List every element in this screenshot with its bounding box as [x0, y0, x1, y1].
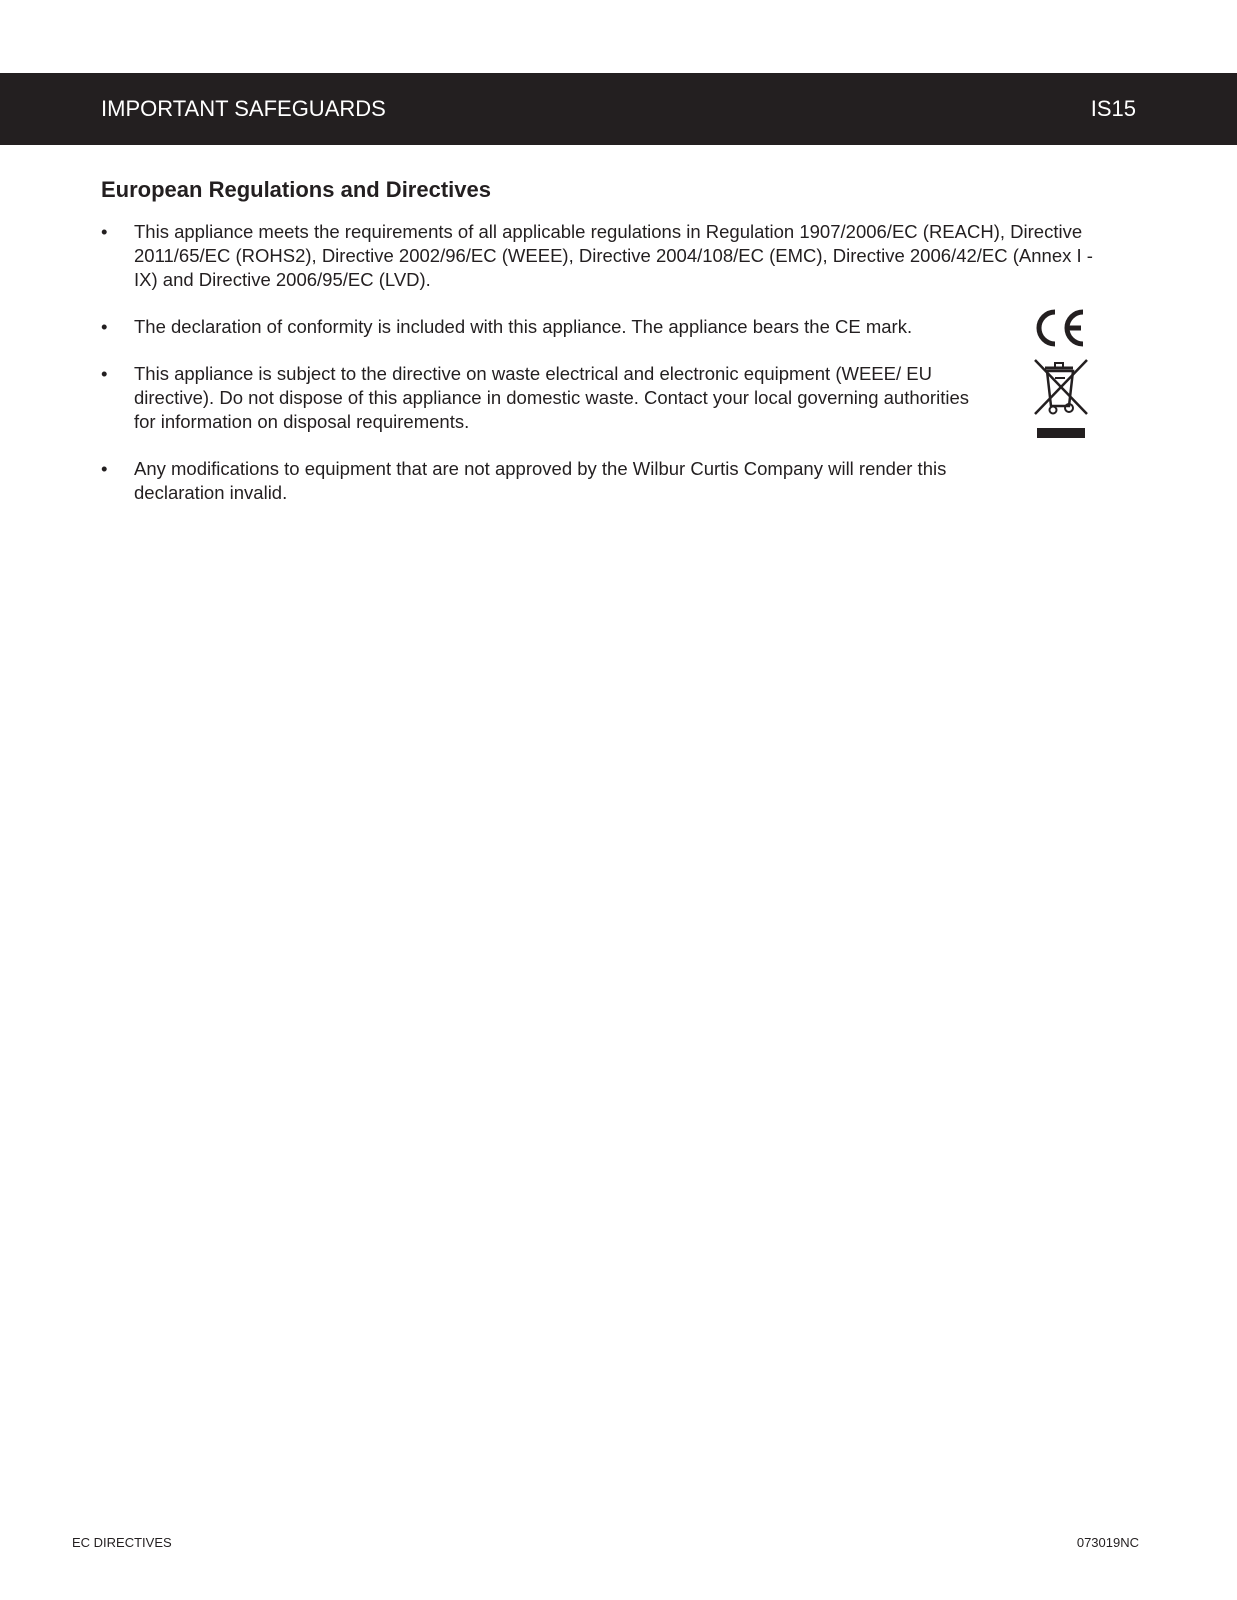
list-item-text: This appliance meets the requirements of all applicable regulations in Regulation 1907/2006/EC (REACH), Directive 2011/65/EC (ROHS2), Directive 2002/96/EC (WEEE), Directive 2004/108/EC (EMC), Directive 2006/42/EC (Annex I - IX) and Directive 2006/95/EC (LVD). — [134, 221, 1093, 290]
bullet-icon: • — [101, 316, 108, 337]
section-heading: European Regulations and Directives — [101, 177, 491, 202]
crossed-out-bin-icon — [1031, 358, 1089, 440]
list-item-text: The declaration of conformity is included with this appliance. The appliance bears the CE mark. — [134, 316, 913, 337]
footer-section-label: EC DIRECTIVES — [72, 1535, 172, 1550]
bullet-icon: • — [101, 221, 108, 242]
bullet-icon: • — [101, 363, 108, 384]
list-item-text: Any modifications to equipment that are not approved by the Wilbur Curtis Company will render this declaration invalid. — [134, 458, 947, 503]
footer-document-code: 073019NC — [1076, 1535, 1139, 1550]
list-item-text: This appliance is subject to the directive on waste electrical and electronic equipment (WEEE/ EU directive). Do not dispose of this appliance in domestic waste. Contact your local governing authorities for information on disposal requirements. — [134, 363, 969, 432]
header-code: IS15 — [1090, 96, 1136, 121]
header-title: IMPORTANT SAFEGUARDS — [101, 96, 386, 121]
ce-mark-icon — [1031, 308, 1089, 348]
bullet-icon: • — [101, 458, 108, 479]
